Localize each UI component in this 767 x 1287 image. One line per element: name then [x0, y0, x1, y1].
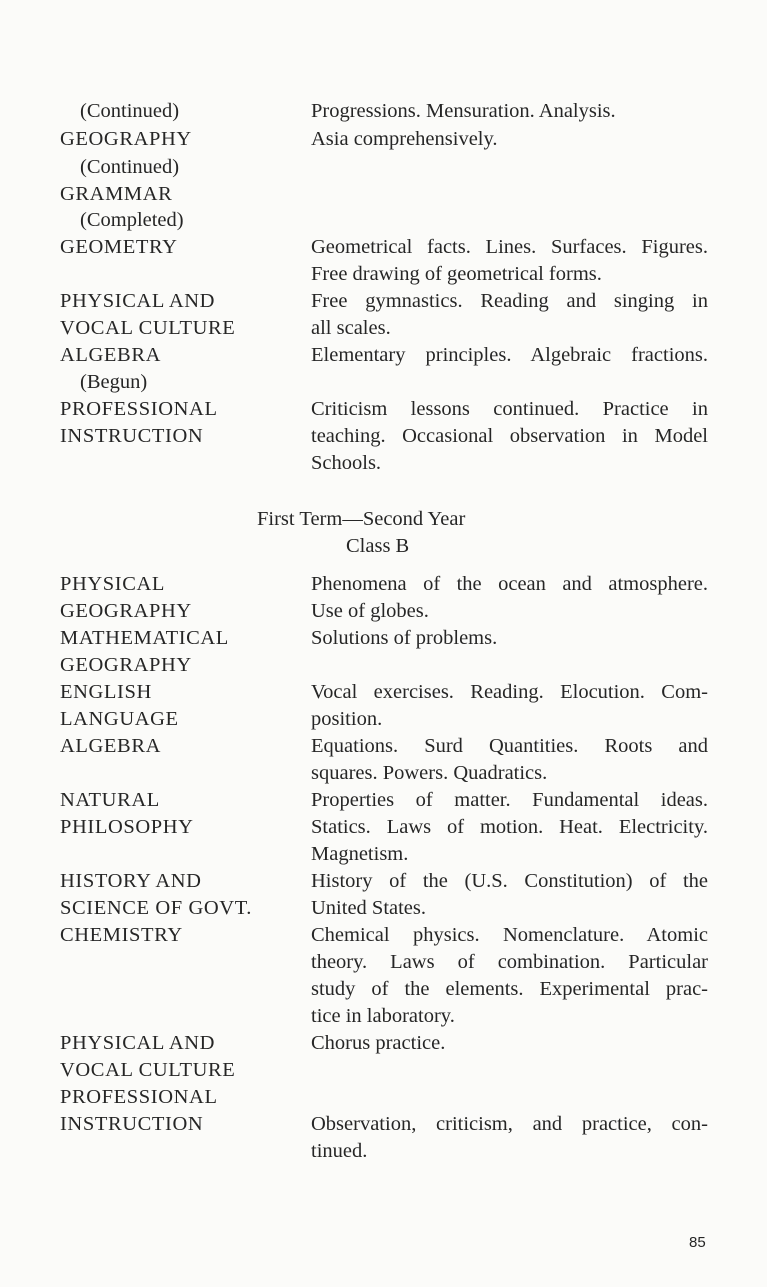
subject-label: PROFESSIONAL	[60, 1086, 218, 1108]
subject-label: PHYSICAL AND	[60, 1032, 216, 1054]
subject-label: VOCAL CULTURE	[60, 317, 236, 339]
subject-description: Geometrical facts. Lines. Surfaces. Figures.	[311, 236, 708, 258]
subject-label: CHEMISTRY	[60, 924, 183, 946]
subject-description: theory. Laws of combination. Particular	[311, 951, 708, 973]
subject-label: PHYSICAL AND	[60, 290, 216, 312]
subject-description: Vocal exercises. Reading. Elocution. Com-	[311, 681, 708, 703]
term-heading: First Term—Second Year	[257, 508, 466, 530]
subject-label: (Continued)	[80, 100, 180, 122]
subject-label: ENGLISH	[60, 681, 152, 703]
subject-label: GRAMMAR	[60, 183, 173, 205]
subject-description: squares. Powers. Quadratics.	[311, 762, 548, 784]
subject-label: PHYSICAL	[60, 573, 166, 595]
subject-description: Properties of matter. Fundamental ideas.	[311, 789, 708, 811]
subject-description: Criticism lessons continued. Practice in	[311, 398, 708, 420]
subject-description: Equations. Surd Quantities. Roots and	[311, 735, 708, 757]
subject-label: INSTRUCTION	[60, 1113, 204, 1135]
subject-label: PROFESSIONAL	[60, 398, 218, 420]
subject-label: ALGEBRA	[60, 735, 162, 757]
subject-label: VOCAL CULTURE	[60, 1059, 236, 1081]
subject-label: (Continued)	[80, 156, 180, 178]
subject-description: Free drawing of geometrical forms.	[311, 263, 602, 285]
subject-description: tice in laboratory.	[311, 1005, 455, 1027]
subject-description: Chorus practice.	[311, 1032, 446, 1054]
subject-description: History of the (U.S. Constitution) of the	[311, 870, 708, 892]
subject-label: GEOGRAPHY	[60, 128, 192, 150]
subject-description: Asia comprehensively.	[311, 128, 498, 150]
subject-label: ALGEBRA	[60, 344, 162, 366]
page-number: 85	[689, 1234, 706, 1251]
subject-label: LANGUAGE	[60, 708, 179, 730]
subject-description: all scales.	[311, 317, 391, 339]
subject-label: PHILOSOPHY	[60, 816, 194, 838]
subject-description: teaching. Occasional observation in Model	[311, 425, 708, 447]
subject-description: study of the elements. Experimental prac-	[311, 978, 708, 1000]
subject-label: HISTORY AND	[60, 870, 202, 892]
subject-description: Phenomena of the ocean and atmosphere.	[311, 573, 708, 595]
subject-description: Chemical physics. Nomenclature. Atomic	[311, 924, 708, 946]
subject-label: MATHEMATICAL	[60, 627, 229, 649]
subject-label: GEOGRAPHY	[60, 654, 192, 676]
subject-description: position.	[311, 708, 383, 730]
subject-description: Free gymnastics. Reading and singing in	[311, 290, 708, 312]
subject-label: SCIENCE OF GOVT.	[60, 897, 253, 919]
subject-description: Use of globes.	[311, 600, 429, 622]
subject-description: Elementary principles. Algebraic fractions.	[311, 344, 708, 366]
subject-description: Solutions of problems.	[311, 627, 498, 649]
subject-label: (Begun)	[80, 371, 148, 393]
subject-label: GEOMETRY	[60, 236, 178, 258]
subject-description: United States.	[311, 897, 427, 919]
subject-description: Progressions. Mensuration. Analysis.	[311, 100, 616, 122]
subject-description: Statics. Laws of motion. Heat. Electricity.	[311, 816, 708, 838]
subject-description: Magnetism.	[311, 843, 409, 865]
subject-label: GEOGRAPHY	[60, 600, 192, 622]
subject-label: (Completed)	[80, 209, 184, 231]
subject-description: Schools.	[311, 452, 382, 474]
class-heading: Class B	[346, 535, 410, 557]
subject-description: tinued.	[311, 1140, 368, 1162]
subject-description: Observation, criticism, and practice, con-	[311, 1113, 708, 1135]
subject-label: NATURAL	[60, 789, 160, 811]
subject-label: INSTRUCTION	[60, 425, 204, 447]
